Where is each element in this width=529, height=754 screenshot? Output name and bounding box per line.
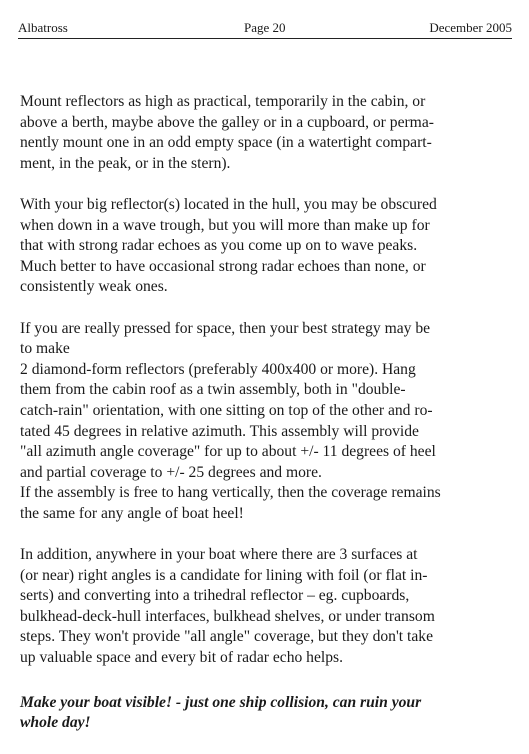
text-line: (or near) right angles is a candidate for lining with foil (or flat in- [20,566,428,584]
header-rule [18,38,512,39]
text-line: Much better to have occasional strong radar echoes than none, or [20,257,426,275]
page-number: Page 20 [244,20,286,35]
closing-slogan [20,693,514,734]
text-line: If the assembly is free to hang vertically, then the coverage remains [20,484,441,502]
text-line: 2 diamond-form reflectors (preferably 400x400 or more). Hang [20,360,416,378]
text-line: nently mount one in an odd empty space (in a watertight compart- [20,134,432,152]
text-line: whole day! [20,714,91,732]
publication-name: Albatross [18,20,68,35]
text-line: ment, in the peak, or in the stern). [20,154,231,172]
text-line: above a berth, maybe above the galley or in a cupboard, or perma- [20,113,434,131]
paragraph-trihedral [20,545,514,669]
text-line: If you are really pressed for space, then your best strategy may be [20,319,431,337]
text-line: that with strong radar echoes as you come up on to wave peaks. [20,237,418,255]
paragraph-mounting [20,92,514,174]
text-line: With your big reflector(s) located in the hull, you may be obscured [20,195,437,213]
text-line: when down in a wave trough, but you will more than make up for [20,216,430,234]
text-line: them from the cabin roof as a twin assembly, both in "double- [20,381,406,399]
text-line: and partial coverage to +/- 25 degrees and more. [20,463,322,481]
paragraph-hull-reflector [20,195,514,298]
text-line: the same for any angle of boat heel! [20,504,244,522]
issue-date: December 2005 [429,20,512,35]
text-line: to make [20,340,70,358]
article-body [20,92,514,754]
text-line: tated 45 degrees in relative azimuth. This assembly will provide [20,422,419,440]
text-line: In addition, anywhere in your boat where there are 3 surfaces at [20,546,418,564]
paragraph-twin-assembly [20,319,514,525]
text-line: catch-rain" orientation, with one sitting on top of the other and ro- [20,401,433,419]
text-line: "all azimuth angle coverage" for up to about +/- 11 degrees of heel [20,443,436,461]
text-line: steps. They won't provide "all angle" coverage, but they don't take [20,628,433,646]
text-line: up valuable space and every bit of radar echo helps. [20,649,343,667]
text-line: bulkhead-deck-hull interfaces, bulkhead shelves, or under transom [20,607,435,625]
page-header [18,20,512,38]
text-line: consistently weak ones. [20,278,168,296]
text-line: serts) and converting into a trihedral reflector – eg. cupboards, [20,587,410,605]
text-line: Mount reflectors as high as practical, temporarily in the cabin, or [20,93,426,110]
text-line: Make your boat visible! - just one ship collision, can ruin your [20,693,422,711]
